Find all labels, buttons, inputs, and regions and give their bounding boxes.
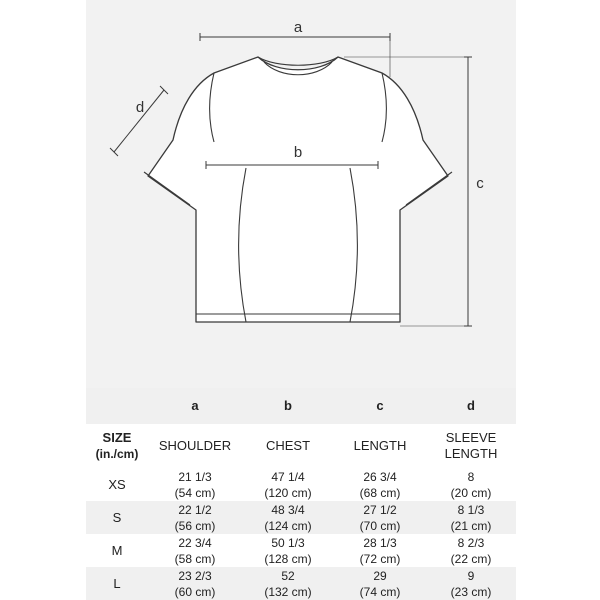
label-c: c	[476, 175, 484, 192]
header-name-cell	[242, 424, 334, 468]
size-cell: L	[86, 567, 148, 600]
measurement-cell	[242, 534, 334, 567]
measurement-inches: 28 1/3	[363, 535, 397, 550]
measurement-cell	[426, 501, 516, 534]
size-header: SIZE	[102, 430, 132, 445]
collar-line-2	[258, 57, 338, 65]
measurement-cm: (60 cm)	[174, 584, 216, 599]
measurement-cm: (74 cm)	[359, 584, 401, 599]
measurement-inches: 22 1/2	[178, 502, 212, 517]
measurement-cm: (20 cm)	[450, 485, 492, 500]
measurement-cell	[334, 534, 426, 567]
size-table	[86, 388, 516, 600]
header-name-cell	[426, 424, 516, 468]
measurement-inches: 47 1/4	[271, 469, 305, 484]
table-header-names	[86, 424, 516, 468]
measurement-inches: 50 1/3	[271, 535, 305, 550]
measurement-inches: 21 1/3	[178, 469, 212, 484]
measurement-inches: 48 3/4	[271, 502, 305, 517]
table-row	[86, 567, 516, 600]
table-row	[86, 501, 516, 534]
size-cell: S	[86, 501, 148, 534]
header-name-cell	[334, 424, 426, 468]
tshirt-diagram	[86, 0, 516, 388]
measurement-inches: 22 3/4	[178, 535, 212, 550]
measurement-inches: 8 2/3	[457, 535, 485, 550]
measurement-cm: (54 cm)	[174, 485, 216, 500]
measurement-cm: (132 cm)	[264, 584, 312, 599]
measurement-cm: (58 cm)	[174, 551, 216, 566]
header-letter-cell: a	[148, 388, 242, 424]
measurement-cell	[334, 468, 426, 501]
measurement-cell	[242, 501, 334, 534]
measurement-cell	[334, 567, 426, 600]
measurement-inches: 29	[373, 568, 387, 583]
measurement-inches: 9	[467, 568, 475, 583]
header-name-cell	[148, 424, 242, 468]
measurement-cell	[148, 567, 242, 600]
measurement-cell	[426, 534, 516, 567]
header-letter-cell: d	[426, 388, 516, 424]
size-header-cell	[86, 424, 148, 468]
label-d: d	[135, 99, 145, 116]
measurement-cm: (120 cm)	[264, 485, 312, 500]
measurement-cell	[426, 567, 516, 600]
size-unit: (in./cm)	[95, 447, 139, 461]
size-cell: M	[111, 542, 123, 558]
header-name: LENGTH	[444, 446, 498, 461]
measurement-cm: (124 cm)	[264, 518, 312, 533]
measurement-cell	[242, 468, 334, 501]
header-name: CHEST	[265, 438, 311, 453]
table-header-letters	[86, 388, 516, 424]
measurement-cell	[426, 468, 516, 501]
header-name: LENGTH	[353, 438, 407, 453]
table-row	[86, 534, 516, 567]
measurement-inches: 52	[281, 568, 295, 583]
measurement-inches: 26 3/4	[363, 469, 397, 484]
measurement-cell	[334, 501, 426, 534]
header-letter-cell: b	[242, 388, 334, 424]
measurement-cm: (70 cm)	[359, 518, 401, 533]
measurement-cell	[148, 501, 242, 534]
measurement-inches: 23 2/3	[178, 568, 212, 583]
measurement-cell	[242, 567, 334, 600]
tshirt-body	[148, 57, 448, 322]
header-name: SHOULDER	[158, 438, 232, 453]
measurement-cm: (128 cm)	[264, 551, 312, 566]
measurement-inches: 8	[467, 469, 475, 484]
measurement-cm: (21 cm)	[450, 518, 492, 533]
measurement-cm: (72 cm)	[359, 551, 401, 566]
header-letter-cell: c	[334, 388, 426, 424]
size-cell: XS	[108, 476, 126, 492]
header-letter-cell	[86, 388, 148, 424]
measurement-inches: 8 1/3	[457, 502, 485, 517]
measurement-cell	[148, 534, 242, 567]
tshirt-diagram-panel	[86, 0, 516, 388]
measurement-cm: (23 cm)	[450, 584, 492, 599]
label-a: a	[293, 19, 303, 36]
measurement-cm: (22 cm)	[450, 551, 492, 566]
measurement-inches: 27 1/2	[363, 502, 397, 517]
measurement-cm: (68 cm)	[359, 485, 401, 500]
header-name: SLEEVE	[445, 430, 497, 445]
label-b: b	[293, 144, 303, 161]
table-row	[86, 468, 516, 501]
measurement-cell	[148, 468, 242, 501]
measurement-cm: (56 cm)	[174, 518, 216, 533]
